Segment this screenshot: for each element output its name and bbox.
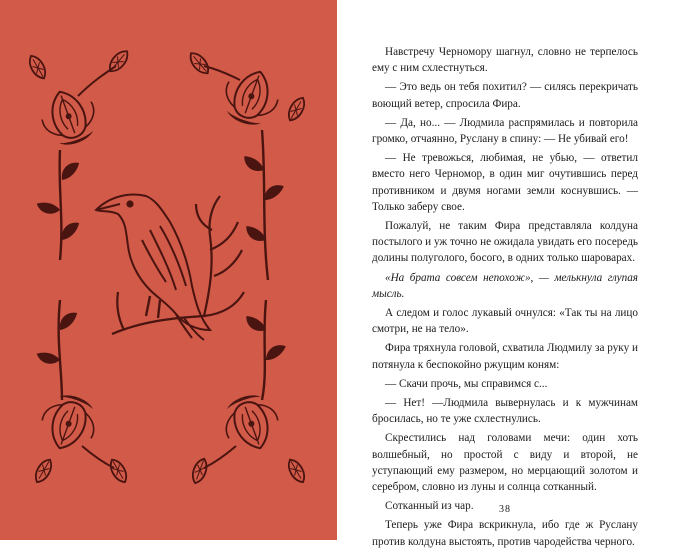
raven (96, 195, 210, 340)
paragraph: «На брата совсем непохож», — мелькнула глупая мысль. (372, 271, 638, 300)
paragraph: Сотканный из чар. (385, 500, 474, 513)
paragraph: Скрестились над головами мечи: один хоть волшебный, но простой с виду и второй, не уступающий ему размером, но мерцающий золотом и серебром, словно из луны и солнца сотканный. (372, 432, 638, 494)
paragraph: — Это ведь он тебя похитил? — силясь перекричать воющий ветер, спросила Фира. (372, 81, 638, 110)
page-number: 38 (499, 504, 511, 515)
body-text (372, 44, 638, 553)
paragraph: А следом и голос лукавый очнулся: «Так ты на лицо смотри, не на тело». (372, 307, 638, 336)
paragraph: — Скачи прочь, мы справимся с... (385, 377, 548, 390)
paragraph: — Не тревожься, любимая, не убью, — ответил вместо него Черномор, в один миг очутившись перед противником и двумя ногами земли коснувшись. — Только заберу свое. (372, 152, 638, 213)
paragraph: Теперь уже Фира вскрикнула, ибо где ж Руслану против колдуна выстоять, против чародейства черного. (372, 519, 638, 548)
illustration-page (0, 0, 337, 540)
paragraph: — Нет! —Людмила вывернулась и к мужчинам бросилась, но те уже схлестнулись. (372, 397, 638, 426)
paragraph: — Да, но... — Людмила распрямилась и повторила громко, отчаянно, Руслану в спину: — Не убивай его! (372, 116, 638, 146)
paragraph: Навстречу Черномору шагнул, словно не терпелось ему с ним схлестнуться. (372, 46, 638, 75)
paragraph: Пожалуй, не таким Фира представляла колдуна постылого и уж точно не ожидала увидать его посередь долины полуголого, босого, в одних только шароварах. (372, 220, 638, 265)
raven-illustration (0, 0, 337, 540)
paragraph: Фира тряхнула головой, схватила Людмилу за руку и потянула к беспокойно ржущим коням: (372, 342, 638, 371)
